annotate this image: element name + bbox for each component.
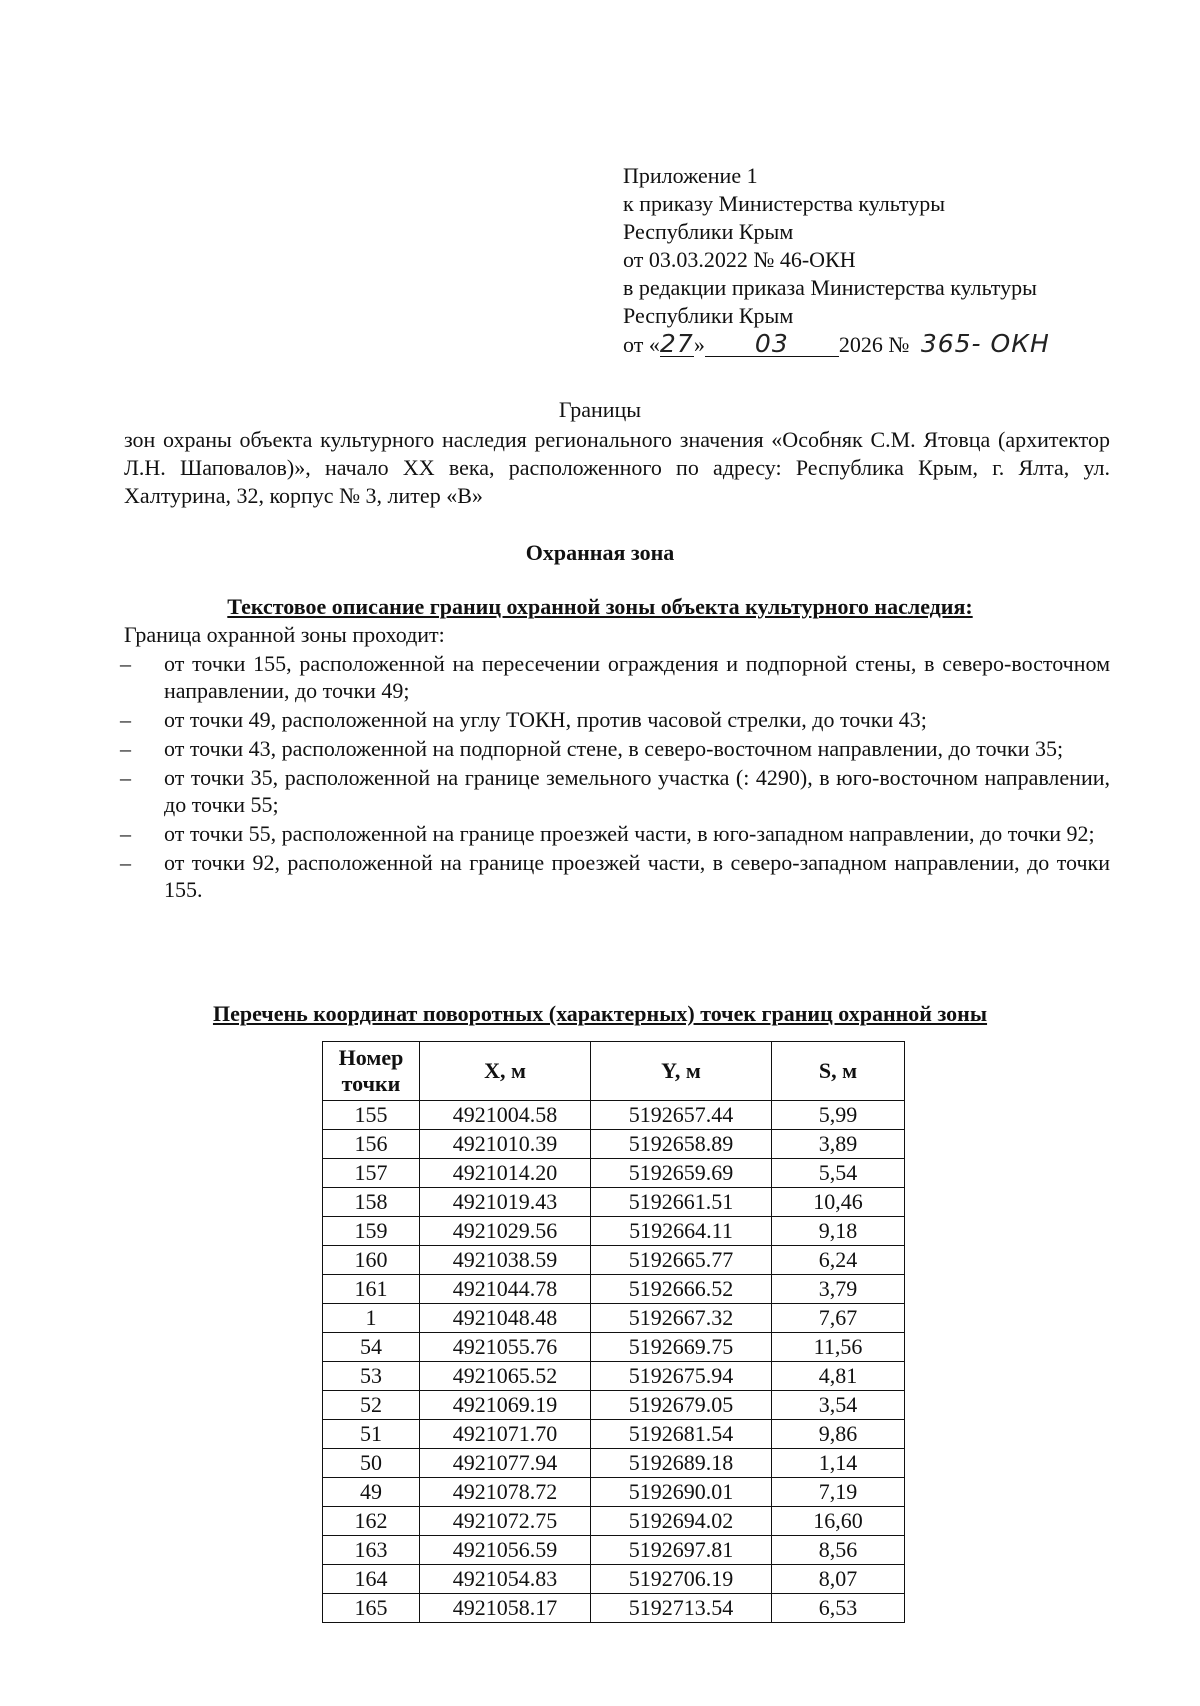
list-item-text: от точки 43, расположенной на подпорной стене, в северо-восточном направлении, до точки 35; [164, 736, 1064, 761]
cell-s: 10,46 [772, 1188, 905, 1217]
cell-y: 5192689.18 [591, 1449, 772, 1478]
list-item [118, 706, 1110, 733]
cell-s: 5,99 [772, 1101, 905, 1130]
cell-y: 5192675.94 [591, 1362, 772, 1391]
date-mid: » [693, 332, 705, 357]
cell-y: 5192667.32 [591, 1304, 772, 1333]
cell-x: 4921055.76 [420, 1333, 591, 1362]
coordinates-table [322, 1041, 905, 1623]
table-row [323, 1536, 905, 1565]
column-header-point-line2: точки [341, 1071, 401, 1096]
cell-s: 4,81 [772, 1362, 905, 1391]
table-header-row [323, 1042, 905, 1101]
cell-s: 6,24 [772, 1246, 905, 1275]
header-line: к приказу Министерства культуры [623, 191, 946, 216]
cell-y: 5192666.52 [591, 1275, 772, 1304]
cell-point: 164 [323, 1565, 420, 1594]
table-row [323, 1594, 905, 1623]
table-row [323, 1362, 905, 1391]
table-row [323, 1188, 905, 1217]
cell-y: 5192679.05 [591, 1391, 772, 1420]
cell-y: 5192659.69 [591, 1159, 772, 1188]
cell-x: 4921056.59 [420, 1536, 591, 1565]
document-title: Границы [558, 397, 642, 422]
cell-y: 5192657.44 [591, 1101, 772, 1130]
cell-y: 5192669.75 [591, 1333, 772, 1362]
list-item-text: от точки 55, расположенной на границе проезжей части, в юго-западном направлении, до точки 92; [164, 821, 1095, 846]
list-dash: – [120, 821, 131, 846]
table-row [323, 1449, 905, 1478]
header-line: от 03.03.2022 № 46-ОКН [623, 247, 856, 272]
table-row [323, 1391, 905, 1420]
cell-point: 165 [323, 1594, 420, 1623]
table-row [323, 1478, 905, 1507]
object-description: зон охраны объекта культурного наследия регионального значения «Особняк С.М. Ятовца (архитектор Л.Н. Шаповалов)», начало XX века, расположенного по адресу: Республика Крым, г. Ялта, ул. Халтурина, 32, корпус № 3, литер «В» [124, 427, 1110, 508]
cell-s: 3,89 [772, 1130, 905, 1159]
order-date-line [623, 330, 1143, 359]
cell-y: 5192706.19 [591, 1565, 772, 1594]
cell-y: 5192690.01 [591, 1478, 772, 1507]
intro-text: Граница охранной зоны проходит: [124, 622, 445, 647]
table-row [323, 1420, 905, 1449]
cell-point: 163 [323, 1536, 420, 1565]
header-line: в редакции приказа Министерства культуры [623, 275, 1037, 300]
column-header-point [323, 1042, 420, 1101]
list-dash: – [120, 707, 131, 732]
cell-s: 1,14 [772, 1449, 905, 1478]
cell-point: 158 [323, 1188, 420, 1217]
cell-x: 4921065.52 [420, 1362, 591, 1391]
cell-point: 1 [323, 1304, 420, 1333]
cell-point: 156 [323, 1130, 420, 1159]
cell-x: 4921029.56 [420, 1217, 591, 1246]
cell-point: 160 [323, 1246, 420, 1275]
cell-x: 4921019.43 [420, 1188, 591, 1217]
cell-x: 4921077.94 [420, 1449, 591, 1478]
list-item [118, 650, 1110, 704]
cell-x: 4921078.72 [420, 1478, 591, 1507]
cell-x: 4921072.75 [420, 1507, 591, 1536]
table-row [323, 1101, 905, 1130]
cell-s: 3,54 [772, 1391, 905, 1420]
date-month-handwritten: 03 [705, 332, 839, 357]
table-row [323, 1565, 905, 1594]
order-number-handwritten: 365- ОКН [920, 329, 1050, 358]
column-header-point-line1: Номер [338, 1045, 404, 1070]
column-header-s: S, м [772, 1042, 905, 1101]
cell-x: 4921071.70 [420, 1420, 591, 1449]
cell-x: 4921038.59 [420, 1246, 591, 1275]
cell-y: 5192694.02 [591, 1507, 772, 1536]
cell-x: 4921054.83 [420, 1565, 591, 1594]
list-item [118, 764, 1110, 818]
cell-x: 4921044.78 [420, 1275, 591, 1304]
cell-s: 7,67 [772, 1304, 905, 1333]
table-row [323, 1246, 905, 1275]
table-title: Перечень координат поворотных (характерных) точек границ охранной зоны [212, 1001, 988, 1026]
list-dash: – [120, 736, 131, 761]
cell-s: 9,18 [772, 1217, 905, 1246]
cell-s: 5,54 [772, 1159, 905, 1188]
cell-s: 9,86 [772, 1420, 905, 1449]
cell-x: 4921058.17 [420, 1594, 591, 1623]
list-item-text: от точки 49, расположенной на углу ТОКН, против часовой стрелки, до точки 43; [164, 707, 927, 732]
cell-point: 53 [323, 1362, 420, 1391]
cell-point: 157 [323, 1159, 420, 1188]
cell-point: 161 [323, 1275, 420, 1304]
appendix-header [623, 162, 1143, 359]
cell-point: 162 [323, 1507, 420, 1536]
cell-s: 16,60 [772, 1507, 905, 1536]
list-item-text: от точки 35, расположенной на границе земельного участка (: 4290), в юго-восточном направлении, до точки 55; [164, 765, 1110, 817]
column-header-x: X, м [420, 1042, 591, 1101]
cell-point: 155 [323, 1101, 420, 1130]
list-item [118, 735, 1110, 762]
cell-point: 159 [323, 1217, 420, 1246]
date-day-handwritten: 27 [659, 329, 694, 358]
cell-y: 5192664.11 [591, 1217, 772, 1246]
cell-s: 11,56 [772, 1333, 905, 1362]
cell-point: 52 [323, 1391, 420, 1420]
header-line: Республики Крым [623, 303, 794, 328]
cell-y: 5192658.89 [591, 1130, 772, 1159]
column-header-y: Y, м [591, 1042, 772, 1101]
subsection-title: Текстовое описание границ охранной зоны объекта культурного наследия: [227, 594, 973, 619]
cell-x: 4921048.48 [420, 1304, 591, 1333]
table-row [323, 1304, 905, 1333]
cell-s: 3,79 [772, 1275, 905, 1304]
table-row [323, 1217, 905, 1246]
header-line: Республики Крым [623, 219, 794, 244]
cell-y: 5192713.54 [591, 1594, 772, 1623]
cell-x: 4921014.20 [420, 1159, 591, 1188]
list-item [118, 849, 1110, 903]
cell-s: 6,53 [772, 1594, 905, 1623]
cell-x: 4921010.39 [420, 1130, 591, 1159]
coordinates-table-body [323, 1101, 905, 1623]
table-row [323, 1507, 905, 1536]
list-item [118, 820, 1110, 847]
cell-point: 49 [323, 1478, 420, 1507]
cell-y: 5192697.81 [591, 1536, 772, 1565]
cell-point: 51 [323, 1420, 420, 1449]
list-item-text: от точки 92, расположенной на границе проезжей части, в северо-западном направлении, до точки 155. [164, 850, 1110, 902]
list-dash: – [120, 850, 131, 875]
section-title: Охранная зона [525, 540, 675, 565]
table-row [323, 1130, 905, 1159]
date-year: 2026 № [838, 332, 910, 357]
cell-y: 5192661.51 [591, 1188, 772, 1217]
cell-x: 4921069.19 [420, 1391, 591, 1420]
cell-s: 8,07 [772, 1565, 905, 1594]
table-row [323, 1275, 905, 1304]
cell-x: 4921004.58 [420, 1101, 591, 1130]
table-row [323, 1333, 905, 1362]
list-dash: – [120, 765, 131, 790]
header-line: Приложение 1 [623, 163, 758, 188]
boundary-list [118, 650, 1110, 905]
list-dash: – [120, 651, 131, 676]
cell-y: 5192665.77 [591, 1246, 772, 1275]
cell-s: 7,19 [772, 1478, 905, 1507]
cell-point: 54 [323, 1333, 420, 1362]
cell-s: 8,56 [772, 1536, 905, 1565]
list-item-text: от точки 155, расположенной на пересечении ограждения и подпорной стены, в северо-восточном направлении, до точки 49; [164, 651, 1110, 703]
date-prefix: от « [623, 332, 660, 357]
cell-y: 5192681.54 [591, 1420, 772, 1449]
cell-point: 50 [323, 1449, 420, 1478]
table-row [323, 1159, 905, 1188]
